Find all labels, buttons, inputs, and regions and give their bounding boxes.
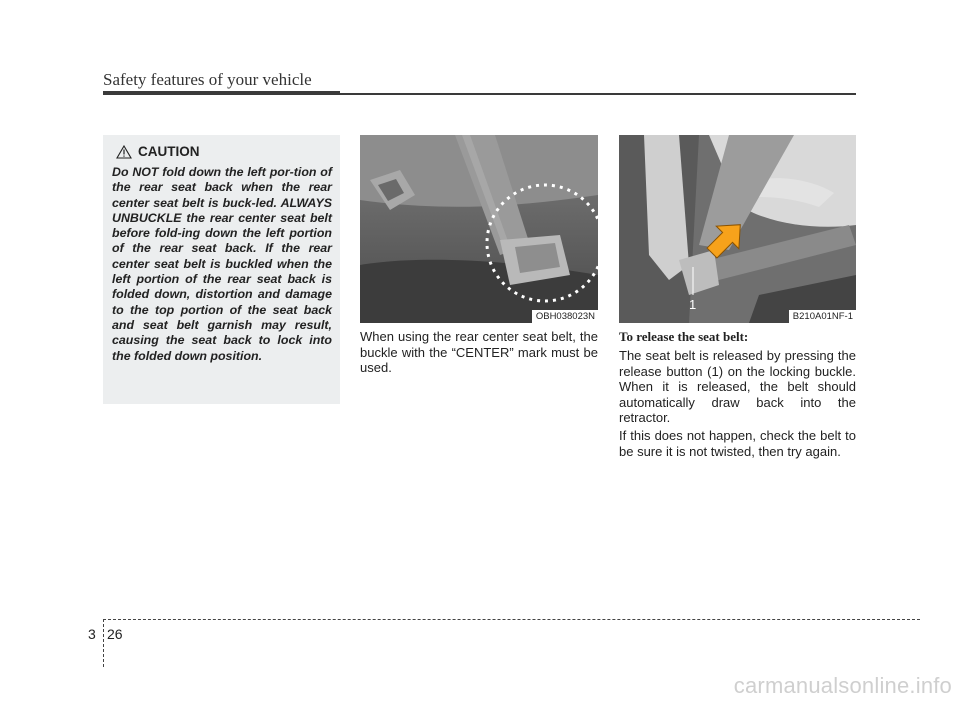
- caution-text: Do NOT fold down the left por-tion of the rear seat back when the rear center seat belt is buck-led. ALWAYS UNBUCKLE the rear center seat belt before fold-ing down the left portion of the rear seat back. If the rear center seat belt is buckled when the left portion of the rear seat back is folded down, distortion and damage to the top portion of the seat back and seat belt garnish may result, causing the seat back to lock into the folded down position.: [112, 165, 332, 363]
- figure-code: B210A01NF-1: [789, 310, 856, 323]
- callout-1: 1: [689, 297, 697, 312]
- figure-center-buckle: [360, 135, 598, 323]
- warning-triangle-icon: [116, 145, 132, 159]
- section-title: Safety features of your vehicle: [103, 70, 312, 89]
- figure-code: OBH038023N: [532, 310, 598, 323]
- caution-header: [116, 144, 332, 159]
- page-number: 26: [107, 626, 123, 642]
- caution-title: CAUTION: [138, 144, 200, 159]
- footer-divider: [103, 619, 104, 667]
- header-rule-thick: [103, 91, 340, 95]
- watermark: carmanualsonline.info: [733, 673, 952, 698]
- center-buckle-illustration: [360, 135, 598, 323]
- release-buckle-illustration: [619, 135, 856, 323]
- figure-release-buckle: [619, 135, 856, 323]
- header-rule-thin: [340, 93, 856, 95]
- caution-box: [103, 135, 340, 404]
- center-belt-text: When using the rear center seat belt, the buckle with the “CENTER” mark must be used.: [360, 329, 598, 376]
- release-paragraph-1: The seat belt is released by pressing the release button (1) on the locking buckle. When it is released, the belt should automatically draw back into the retractor.: [619, 348, 856, 426]
- release-heading: To release the seat belt:: [619, 329, 749, 344]
- chapter-number: 3: [88, 626, 96, 642]
- release-paragraph-2: If this does not happen, check the belt to be sure it is not twisted, then try again.: [619, 428, 856, 459]
- footer-rule: [103, 619, 920, 620]
